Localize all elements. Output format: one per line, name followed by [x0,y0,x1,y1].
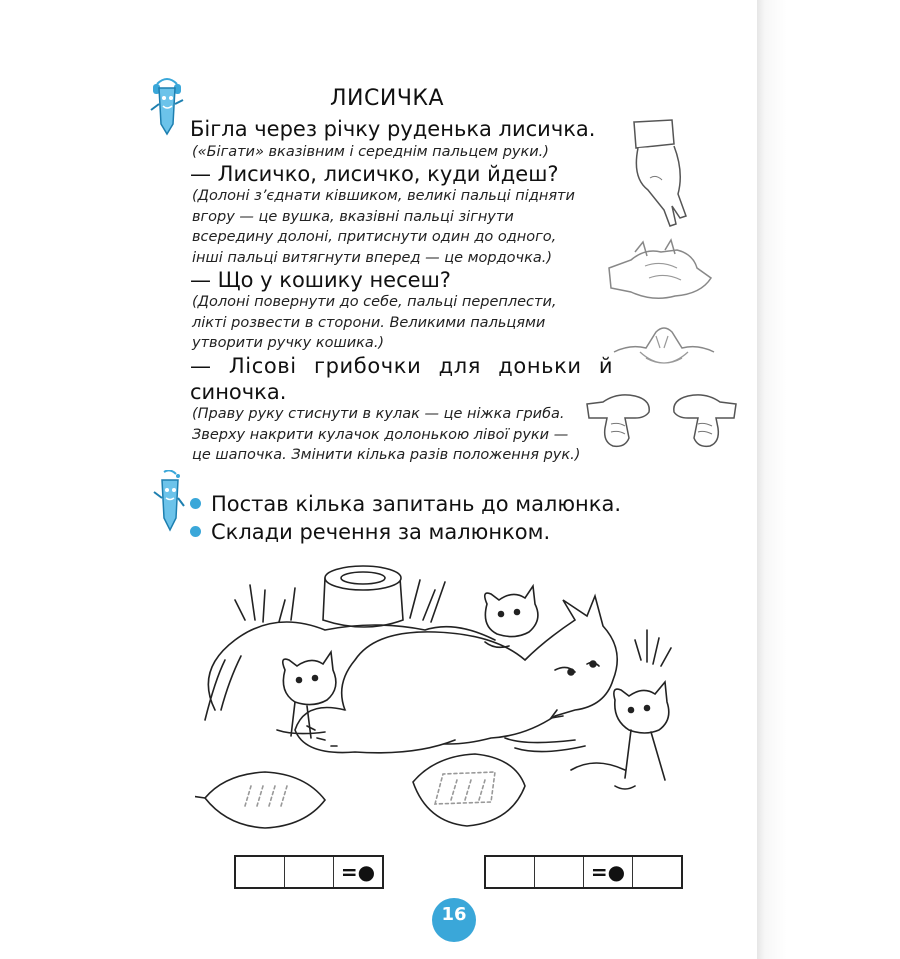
hand-mushroom-left-icon [585,388,655,452]
hand-basket-icon [610,318,718,378]
poem-line-4b: синочка. [190,380,287,404]
page-edge-shadow [757,0,900,959]
scheme-cell [486,857,535,887]
pencil-mascot-thinking-icon [150,470,190,532]
scheme-cell [285,857,334,887]
poem-note-3: (Долоні повернути до себе, пальці переплести, лікті розвести в сторони. Великими пальцями утворити ручку кошика.) [192,294,557,351]
poem-title: ЛИСИЧКА [330,86,445,111]
poem-line-1: Бігла через річку руденька лисичка. [190,117,596,141]
page-number: 16 [432,898,476,942]
scheme-cell [633,857,681,887]
hand-running-fingers-icon [628,118,698,230]
poem-note-2: (Долоні з’єднати ківшиком, великі пальці підняти вгору — це вушка, вказівні пальці зігнути всередину долоні, притиснути один до одного, інші пальці витягнути вперед — це мордочка.) [192,188,575,266]
poem-note-1: («Бігати» вказівним і середнім пальцем руки.) [192,144,549,160]
task-1: Постав кілька запитань до малюнка. [190,492,621,516]
sound-scheme-right [484,855,683,889]
poem-line-3: — Що у кошику несеш? [190,268,451,292]
poem-note-4: (Праву руку стиснути в кулак — це ніжка гриба. Зверху накрити кулачок долонькою лівої руки — це шапочка. Змінити кілька разів положення рук.) [192,406,581,463]
scheme-cell-marked: =● [340,860,376,884]
pencil-mascot-listening-icon [145,74,191,136]
hand-mushroom-right-icon [668,388,738,452]
fox-family-illustration [195,560,705,860]
scheme-cell [535,857,584,887]
bullet-dot-icon [190,498,201,509]
bullet-dot-icon [190,526,201,537]
scheme-cell-marked: =● [584,857,633,887]
sound-scheme-left [234,855,384,889]
poem-line-2: — Лисичко, лисичко, куди йдеш? [190,162,559,186]
task-2: Склади речення за малюнком. [190,520,550,544]
scheme-cell [236,857,285,887]
hand-fox-face-icon [605,238,715,308]
poem-line-4a: — Лісові грибочки для доньки й [190,354,614,378]
